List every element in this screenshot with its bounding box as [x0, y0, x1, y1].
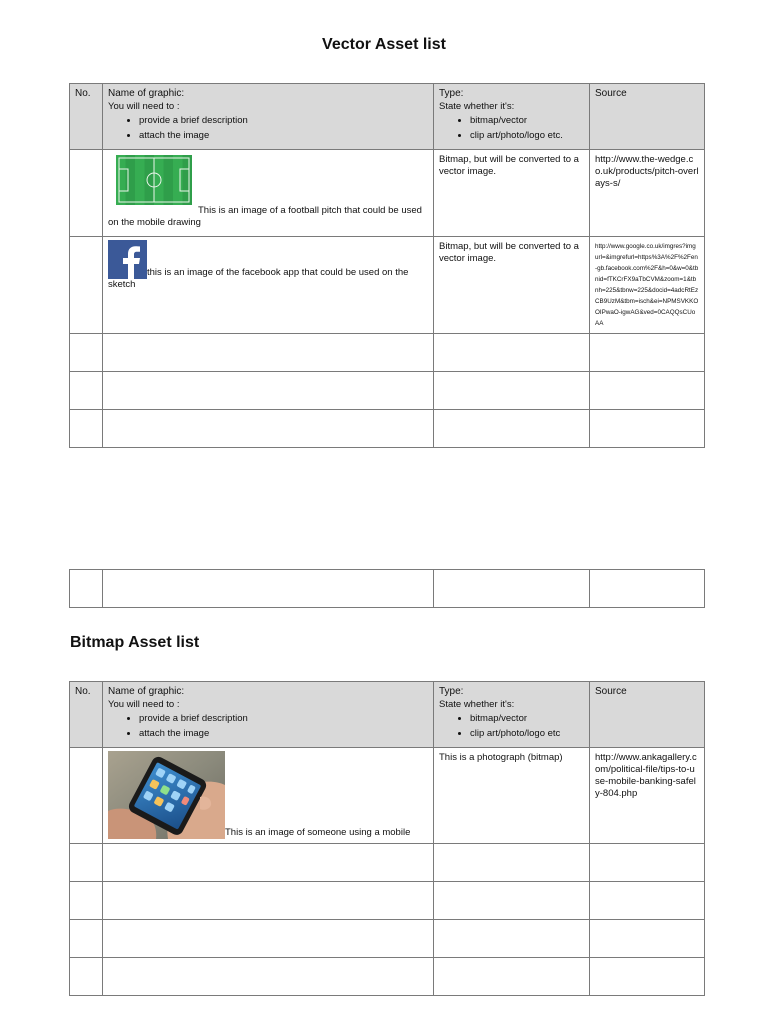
row-description-wrap	[108, 240, 428, 291]
bullet-item: • provide a brief description	[139, 713, 428, 725]
bitmap-asset-title: Bitmap Asset list	[70, 634, 200, 651]
row-number	[70, 748, 103, 844]
table-row	[70, 882, 705, 920]
table-header-row	[70, 682, 705, 748]
row-source: http://www.the-wedge.co.uk/products/pitch-overlays-s/	[590, 150, 705, 237]
table-row	[70, 920, 705, 958]
bullet-item: • bitmap/vector	[470, 115, 584, 127]
table-row	[70, 372, 705, 410]
header-type-sub: State whether it's:	[439, 698, 515, 710]
row-number	[70, 150, 103, 237]
table-row	[70, 748, 705, 844]
row-source: http://www.ankagallery.com/political-file/tips-to-use-mobile-banking-safely-804.php	[590, 748, 705, 844]
header-source: Source	[590, 84, 705, 150]
vector-asset-title: Vector Asset list	[322, 36, 446, 53]
table-row	[70, 570, 705, 608]
bullet-item: • attach the image	[139, 130, 428, 142]
phone-photo-image	[108, 751, 225, 839]
row-description: This is an image of someone using a mobile	[225, 827, 411, 839]
header-type-bullets	[439, 713, 584, 740]
header-name-sub: You will need to :	[108, 100, 180, 112]
table-row	[70, 958, 705, 996]
table-row	[70, 844, 705, 882]
header-type-title: Type:	[439, 686, 464, 697]
facebook-logo-image	[108, 240, 147, 279]
header-name-sub: You will need to :	[108, 698, 180, 710]
header-name-title: Name of graphic:	[108, 88, 185, 99]
row-description: This is an image of a football pitch that could be used on the mobile drawing	[108, 205, 422, 228]
header-no: No.	[70, 682, 103, 748]
header-name-bullets	[108, 115, 428, 142]
table-row	[70, 334, 705, 372]
header-source: Source	[590, 682, 705, 748]
table-header-row	[70, 84, 705, 150]
table-row	[70, 410, 705, 448]
football-pitch-image	[116, 155, 192, 205]
bitmap-asset-table	[69, 681, 705, 996]
bullet-item: • bitmap/vector	[470, 713, 584, 725]
header-name-bullets	[108, 713, 428, 740]
vector-asset-table-continued	[69, 569, 705, 608]
header-type-bullets	[439, 115, 584, 142]
row-description: this is an image of the facebook app that could be used on the sketch	[108, 267, 409, 291]
row-number	[70, 237, 103, 334]
bullet-item: • clip art/photo/logo etc.	[470, 130, 584, 142]
header-type-title: Type:	[439, 88, 464, 99]
row-description-wrap	[108, 751, 428, 839]
header-name-title: Name of graphic:	[108, 686, 185, 697]
row-type: Bitmap, but will be converted to a vector image.	[434, 150, 590, 237]
header-no: No.	[70, 84, 103, 150]
table-row	[70, 237, 705, 334]
row-source: http://www.google.co.uk/imgres?imgurl=&imgrefurl=https%3A%2F%2Fen-gb.facebook.com%2F&h=0&w=0&tbnid=fTKCrFX9aTbCVM&zoom=1&tbnh=225&tbnw=225&docid=4adcRtEzCB9UzM&tbm=isch&ei=NPMSVKKOOIPwaO-igwAG&ved=0CAQQsCUoAA	[590, 237, 705, 334]
bullet-item: • clip art/photo/logo etc	[470, 728, 584, 740]
bullet-item: • provide a brief description	[139, 115, 428, 127]
table-row	[70, 150, 705, 237]
bullet-item: • attach the image	[139, 728, 428, 740]
header-type-sub: State whether it's:	[439, 100, 515, 112]
row-type: Bitmap, but will be converted to a vector image.	[434, 237, 590, 334]
vector-asset-table	[69, 83, 705, 448]
row-type: This is a photograph (bitmap)	[434, 748, 590, 844]
